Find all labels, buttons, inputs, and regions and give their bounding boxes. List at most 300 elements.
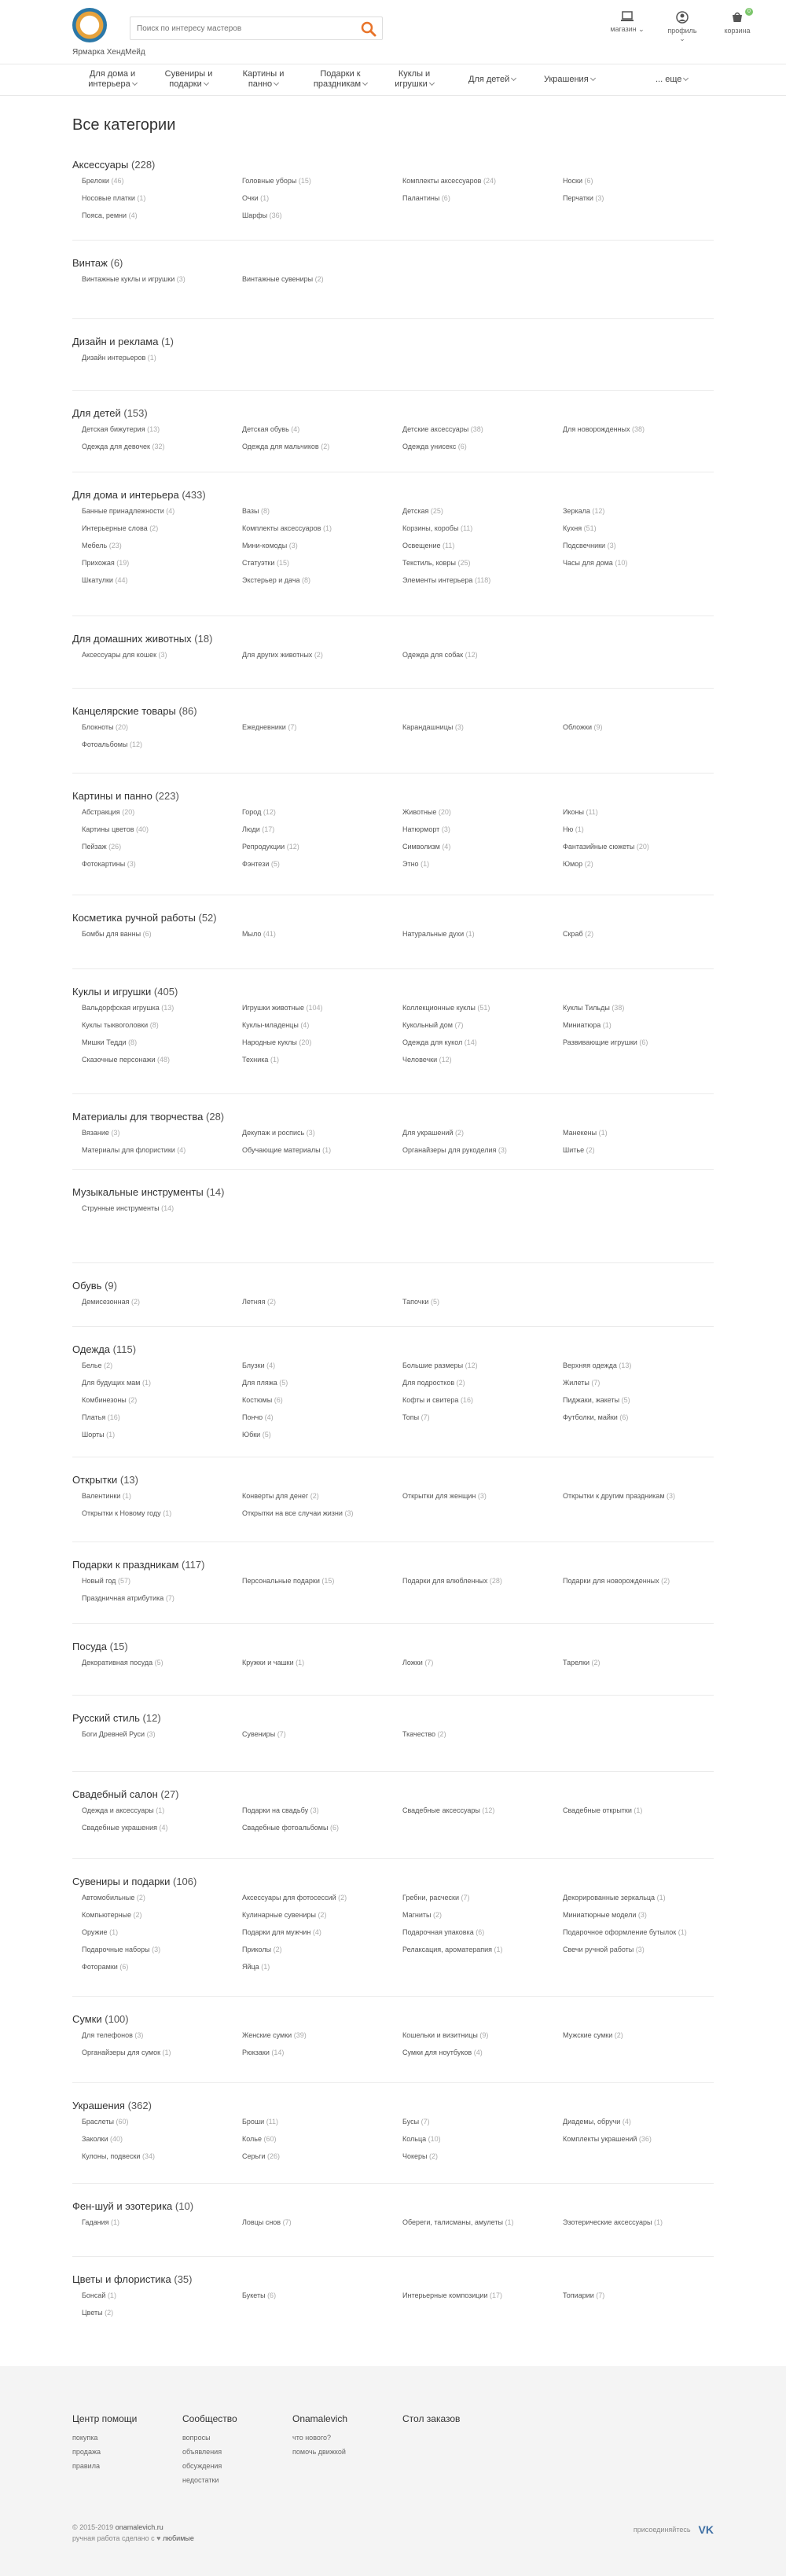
subcategory-link[interactable]: Иконы (11)	[563, 808, 598, 816]
subcategory-link[interactable]: Юбки (5)	[242, 1431, 271, 1439]
subcategory-link[interactable]: Техника (1)	[242, 1056, 279, 1064]
subcategory-link[interactable]: Компьютерные (2)	[82, 1911, 142, 1919]
subcategory-link[interactable]: Фотокартины (3)	[82, 860, 136, 868]
subcategory-link[interactable]: Статуэтки (15)	[242, 559, 289, 567]
category-divider	[72, 1996, 714, 1997]
category-divider	[72, 1326, 714, 1327]
subcategory-link[interactable]: Куклы тыквоголовки (8)	[82, 1021, 159, 1029]
subcategory-link[interactable]: Аксессуары для фотосессий (2)	[242, 1894, 347, 1902]
subcategory-link[interactable]: Органайзеры для рукоделия (3)	[402, 1146, 507, 1154]
category-title[interactable]: Подарки к праздникам (117)	[72, 1559, 205, 1571]
category-divider	[72, 2082, 714, 2083]
subcategory-link[interactable]: Пояса, ремни (4)	[82, 211, 138, 219]
subcategory-link[interactable]: Фэнтези (5)	[242, 860, 280, 868]
category-divider	[72, 2256, 714, 2257]
subcategory-link[interactable]: Топы (7)	[402, 1413, 430, 1421]
subcategory-link[interactable]: Детская обувь (4)	[242, 425, 300, 433]
subcategory-link[interactable]: Ткачество (2)	[402, 1730, 446, 1738]
subcategory-grid	[72, 1806, 714, 1841]
subcategory-link[interactable]: Интерьерные композиции (17)	[402, 2291, 503, 2299]
subcategory-link[interactable]: Праздничная атрибутика (7)	[82, 1594, 174, 1602]
subcategory-link[interactable]: Развивающие игрушки (6)	[563, 1038, 648, 1046]
subcategory-link[interactable]: Символизм (4)	[402, 843, 451, 851]
subcategory-link[interactable]: Белье (2)	[82, 1361, 113, 1369]
subcategory-link[interactable]: Мебель (23)	[82, 542, 122, 549]
subcategory-grid	[72, 1894, 714, 1980]
subcategory-link[interactable]: Подарочная упаковка (6)	[402, 1928, 485, 1936]
category-divider	[72, 1093, 714, 1094]
main-nav	[0, 64, 786, 96]
subcategory-link[interactable]: Одежда для кукол (14)	[402, 1038, 477, 1046]
subcategory-link[interactable]: Брелоки (46)	[82, 177, 124, 185]
category-divider	[72, 240, 714, 241]
laptop-icon	[610, 11, 645, 22]
nav-kids[interactable]: Для детей	[468, 75, 516, 85]
category-title[interactable]: Картины и панно (223)	[72, 790, 179, 802]
subcategory-link[interactable]: Чокеры (2)	[402, 2152, 439, 2160]
subcategory-link[interactable]: Одежда и аксессуары (1)	[82, 1806, 165, 1814]
footer-link[interactable]: помочь движкой	[292, 2448, 346, 2456]
subcategory-link[interactable]: Демисезонная (2)	[82, 1298, 140, 1306]
subcategory-link[interactable]: Пончо (4)	[242, 1413, 274, 1421]
subcategory-grid	[72, 1004, 714, 1073]
category-title[interactable]: Канцелярские товары (86)	[72, 705, 197, 717]
category-title[interactable]: Цветы и флористика (35)	[72, 2273, 193, 2285]
category-divider	[72, 968, 714, 969]
site-logo[interactable]	[72, 8, 107, 42]
subcategory-link[interactable]: Прихожая (19)	[82, 559, 130, 567]
subcategory-link[interactable]: Банные принадлежности (4)	[82, 507, 175, 515]
category-title[interactable]: Музыкальные инструменты (14)	[72, 1186, 225, 1198]
subcategory-link[interactable]: Тарелки (2)	[563, 1659, 601, 1666]
subcategory-link[interactable]: Одежда для мальчиков (2)	[242, 443, 330, 450]
subcategory-grid	[72, 651, 714, 668]
subcategory-link[interactable]: Диадемы, обручи (4)	[563, 2118, 631, 2126]
chevron-down-icon	[429, 80, 435, 86]
subcategory-link[interactable]: Комбинезоны (2)	[82, 1396, 138, 1404]
subcategory-link[interactable]: Декорированные зеркальца (1)	[563, 1894, 666, 1902]
subcategory-grid	[72, 723, 714, 758]
footer-link[interactable]: объявления	[182, 2448, 222, 2456]
profile-link[interactable]: профиль ⌄	[665, 11, 700, 43]
subcategory-link[interactable]: Блузки (4)	[242, 1361, 276, 1369]
footer-col-onamalevich: Onamalevich что нового? помочь движкой	[292, 2413, 348, 2456]
subcategory-link[interactable]: Ежедневники (7)	[242, 723, 297, 731]
subcategory-link[interactable]: Кольца (10)	[402, 2135, 441, 2143]
subcategory-link[interactable]: Для телефонов (3)	[82, 2031, 144, 2039]
nav-holiday-gifts[interactable]: Подарки к праздникам	[313, 69, 368, 90]
category-block	[72, 2100, 714, 2170]
nav-dolls-toys[interactable]: Куклы и игрушки	[395, 69, 434, 90]
subcategory-link[interactable]: Освещение (11)	[402, 542, 455, 549]
category-title[interactable]: Материалы для творчества (28)	[72, 1111, 225, 1123]
subcategory-link[interactable]: Блокноты (20)	[82, 723, 129, 731]
subcategory-link[interactable]: Вазы (8)	[242, 507, 270, 515]
category-title[interactable]: Косметика ручной работы (52)	[72, 912, 217, 924]
chevron-down-icon	[362, 80, 368, 86]
category-divider	[72, 773, 714, 774]
subcategory-link[interactable]: Обереги, талисманы, амулеты (1)	[402, 2218, 514, 2226]
subcategory-grid	[72, 2291, 714, 2326]
subcategory-grid	[72, 1204, 714, 1222]
subcategory-link[interactable]: Для других животных (2)	[242, 651, 323, 659]
subcategory-link[interactable]: Сумки для ноутбуков (4)	[402, 2049, 483, 2056]
subcategory-link[interactable]: Свечи ручной работы (3)	[563, 1946, 645, 1953]
cart-badge: 0	[745, 8, 753, 16]
subcategory-grid	[72, 1730, 714, 1747]
subcategory-link[interactable]: Подарочное оформление бутылок (1)	[563, 1928, 687, 1936]
chevron-down-icon	[204, 80, 209, 86]
footer-link[interactable]: недостатки	[182, 2476, 219, 2484]
subcategory-link[interactable]: Открытки на все случаи жизни (3)	[242, 1509, 354, 1517]
subcategory-link[interactable]: Люди (17)	[242, 825, 275, 833]
category-block	[72, 1712, 714, 1747]
category-block	[72, 1559, 714, 1611]
category-block	[72, 407, 714, 460]
category-block	[72, 1343, 714, 1448]
subcategory-link[interactable]: Перчатки (3)	[563, 194, 604, 202]
subcategory-link[interactable]: Футболки, майки (6)	[563, 1413, 629, 1421]
subcategory-link[interactable]: Животные (20)	[402, 808, 451, 816]
subcategory-link[interactable]: Миниатюрные модели (3)	[563, 1911, 647, 1919]
subcategory-link[interactable]: Персональные подарки (15)	[242, 1577, 335, 1585]
subcategory-link[interactable]: Винтажные сувениры (2)	[242, 275, 324, 283]
social-block: присоединяйтесь VK	[633, 2523, 714, 2536]
chevron-down-icon	[683, 75, 689, 81]
subcategory-grid	[72, 354, 714, 371]
subcategory-link[interactable]: Рюкзаки (14)	[242, 2049, 285, 2056]
subcategory-link[interactable]: Миниатюра (1)	[563, 1021, 612, 1029]
subcategory-link[interactable]: Карандашницы (3)	[402, 723, 464, 731]
subcategory-link[interactable]: Большие размеры (12)	[402, 1361, 478, 1369]
subcategory-link[interactable]: Гребни, расчески (7)	[402, 1894, 470, 1902]
subcategory-link[interactable]: Валентинки (1)	[82, 1492, 131, 1500]
category-title[interactable]: Винтаж (6)	[72, 257, 123, 269]
category-divider	[72, 1695, 714, 1696]
category-title[interactable]: Русский стиль (12)	[72, 1712, 161, 1724]
subcategory-link[interactable]: Шитье (2)	[563, 1146, 595, 1154]
subcategory-link[interactable]: Дизайн интерьеров (1)	[82, 354, 156, 362]
footer-link[interactable]: продажа	[72, 2448, 101, 2456]
category-block	[72, 2013, 714, 2066]
subcategory-link[interactable]: Подарки для новорожденных (2)	[563, 1577, 670, 1585]
subcategory-link[interactable]: Жилеты (7)	[563, 1379, 601, 1387]
nav-souvenirs[interactable]: Сувениры и подарки	[164, 69, 213, 89]
subcategory-link[interactable]: Платья (16)	[82, 1413, 120, 1421]
subcategory-link[interactable]: Одежда для девочек (32)	[82, 443, 165, 450]
subcategory-link[interactable]: Шорты (1)	[82, 1431, 116, 1439]
nav-jewelry[interactable]: Украшения	[544, 75, 595, 85]
category-divider	[72, 1262, 714, 1263]
subcategory-link[interactable]: Кофты и свитера (16)	[402, 1396, 473, 1404]
subcategory-link[interactable]: Одежда для собак (12)	[402, 651, 478, 659]
subcategory-link[interactable]: Шкатулки (44)	[82, 576, 128, 584]
subcategory-link[interactable]: Открытки к другим праздникам (3)	[563, 1492, 676, 1500]
subcategory-link[interactable]: Костюмы (6)	[242, 1396, 283, 1404]
subcategory-grid	[72, 1492, 714, 1527]
subcategory-link[interactable]: Браслеты (60)	[82, 2118, 129, 2126]
subcategory-link[interactable]: Конверты для денег (2)	[242, 1492, 319, 1500]
subcategory-grid	[72, 275, 714, 292]
subcategory-link[interactable]: Яйца (1)	[242, 1963, 270, 1971]
subcategory-link[interactable]: Куклы Тильды (38)	[563, 1004, 625, 1012]
subcategory-link[interactable]: Подсвечники (3)	[563, 542, 616, 549]
nav-more[interactable]: ... еще	[656, 75, 688, 85]
subcategory-link[interactable]: Букеты (6)	[242, 2291, 277, 2299]
subcategory-link[interactable]: Детская бижутерия (13)	[82, 425, 160, 433]
subcategory-link[interactable]: Новый год (57)	[82, 1577, 130, 1585]
category-title[interactable]: Посуда (15)	[72, 1641, 128, 1652]
subcategory-link[interactable]: Детская (25)	[402, 507, 443, 515]
category-block	[72, 1876, 714, 1980]
subcategory-link[interactable]: Магниты (2)	[402, 1911, 442, 1919]
category-title[interactable]: Аксессуары (228)	[72, 159, 156, 171]
category-block	[72, 1788, 714, 1841]
subcategory-link[interactable]: Боги Древней Руси (3)	[82, 1730, 156, 1738]
subcategory-link[interactable]: Винтажные куклы и игрушки (3)	[82, 275, 185, 283]
chevron-down-icon	[132, 80, 138, 86]
vk-icon[interactable]: VK	[698, 2523, 714, 2536]
subcategory-link[interactable]: Ловцы снов (7)	[242, 2218, 292, 2226]
subcategory-link[interactable]: Вальдорфская игрушка (13)	[82, 1004, 174, 1012]
subcategory-link[interactable]: Аксессуары для кошек (3)	[82, 651, 167, 659]
category-title[interactable]: Сумки (100)	[72, 2013, 129, 2025]
user-icon	[665, 11, 700, 24]
search-icon[interactable]	[360, 20, 377, 38]
subcategory-link[interactable]: Свадебные украшения (4)	[82, 1824, 168, 1832]
subcategory-grid	[72, 930, 714, 947]
chevron-down-icon	[274, 80, 279, 86]
category-block	[72, 986, 714, 1073]
subcategory-link[interactable]: Палантины (6)	[402, 194, 450, 202]
category-title[interactable]: Дизайн и реклама (1)	[72, 336, 174, 347]
subcategory-link[interactable]: Цветы (2)	[82, 2309, 114, 2317]
subcategory-link[interactable]: Кукольный дом (7)	[402, 1021, 464, 1029]
subcategory-link[interactable]: Декупаж и роспись (3)	[242, 1129, 315, 1137]
subcategory-link[interactable]: Открытки к Новому году (1)	[82, 1509, 172, 1517]
subcategory-link[interactable]: Струнные инструменты (14)	[82, 1204, 174, 1212]
category-title[interactable]: Украшения (362)	[72, 2100, 152, 2111]
subcategory-link[interactable]: Зеркала (12)	[563, 507, 605, 515]
subcategory-link[interactable]: Кошельки и визитницы (9)	[402, 2031, 489, 2039]
cart-link[interactable]: 0 корзина	[720, 11, 755, 43]
subcategory-link[interactable]: Натуральные духи (1)	[402, 930, 475, 938]
subcategory-link[interactable]: Фантазийные сюжеты (20)	[563, 843, 649, 851]
subcategory-link[interactable]: Скраб (2)	[563, 930, 594, 938]
subcategory-link[interactable]: Мишки Тедди (8)	[82, 1038, 138, 1046]
subcategory-link[interactable]: Серьги (26)	[242, 2152, 281, 2160]
category-title[interactable]: Для детей (153)	[72, 407, 148, 419]
subcategory-link[interactable]: Фоторамки (6)	[82, 1963, 129, 1971]
subcategory-link[interactable]: Свадебные аксессуары (12)	[402, 1806, 495, 1814]
subcategory-link[interactable]: Декоративная посуда (5)	[82, 1659, 163, 1666]
subcategory-link[interactable]: Оружие (1)	[82, 1928, 119, 1936]
subcategory-link[interactable]: Свадебные открытки (1)	[563, 1806, 643, 1814]
subcategory-link[interactable]: Комплекты украшений (36)	[563, 2135, 652, 2143]
category-title[interactable]: Фен-шуй и эзотерика (10)	[72, 2200, 194, 2212]
subcategory-link[interactable]: Ложки (7)	[402, 1659, 434, 1666]
subcategory-link[interactable]: Корзины, коробы (11)	[402, 524, 473, 532]
subcategory-link[interactable]: Город (12)	[242, 808, 276, 816]
chevron-down-icon	[590, 75, 596, 81]
subcategory-link[interactable]: Для будущих мам (1)	[82, 1379, 151, 1387]
subcategory-link[interactable]: Кулоны, подвески (34)	[82, 2152, 155, 2160]
subcategory-link[interactable]: Подарки на свадьбу (3)	[242, 1806, 319, 1814]
copyright: © 2015-2019 onamalevich.ru ручная работа сделано с ♥ любимые	[72, 2523, 194, 2542]
subcategory-link[interactable]: Ню (1)	[563, 825, 584, 833]
subcategory-link[interactable]: Открытки для женщин (3)	[402, 1492, 487, 1500]
subcategory-link[interactable]: Элементы интерьера (118)	[402, 576, 491, 584]
subcategory-link[interactable]: Текстиль, ковры (25)	[402, 559, 471, 567]
subcategory-link[interactable]: Картины цветов (40)	[82, 825, 149, 833]
content	[72, 116, 714, 134]
subcategory-link[interactable]: Шарфы (36)	[242, 211, 282, 219]
subcategory-link[interactable]: Сказочные персонажи (48)	[82, 1056, 171, 1064]
subcategory-link[interactable]: Для украшений (2)	[402, 1129, 464, 1137]
subcategory-link[interactable]: Пиджаки, жакеты (5)	[563, 1396, 630, 1404]
shop-link[interactable]: магазин ⌄	[610, 11, 645, 43]
logo-text: Ярмарка ХендМейд	[72, 48, 145, 57]
subcategory-link[interactable]: Обучающие материалы (1)	[242, 1146, 332, 1154]
subcategory-link[interactable]: Тапочки (5)	[402, 1298, 439, 1306]
category-block	[72, 1474, 714, 1527]
subcategory-link[interactable]: Человечки (12)	[402, 1056, 452, 1064]
search-box	[130, 17, 383, 40]
subcategory-link[interactable]: Пейзаж (26)	[82, 843, 122, 851]
footer-link[interactable]: покупка	[72, 2434, 98, 2442]
category-block	[72, 336, 714, 371]
subcategory-link[interactable]: Интерьерные слова (2)	[82, 524, 159, 532]
subcategory-link[interactable]: Мыло (41)	[242, 930, 276, 938]
subcategory-link[interactable]: Подарочные наборы (3)	[82, 1946, 161, 1953]
footer-link[interactable]: что нового?	[292, 2434, 331, 2442]
subcategory-link[interactable]: Головные уборы (15)	[242, 177, 311, 185]
subcategory-link[interactable]: Часы для дома (10)	[563, 559, 628, 567]
subcategory-link[interactable]: Броши (11)	[242, 2118, 279, 2126]
subcategory-link[interactable]: Гадания (1)	[82, 2218, 120, 2226]
subcategory-grid	[72, 808, 714, 877]
subcategory-link[interactable]: Бусы (7)	[402, 2118, 430, 2126]
category-title[interactable]: Куклы и игрушки (405)	[72, 986, 178, 998]
subcategory-link[interactable]: Комплекты аксессуаров (24)	[402, 177, 496, 185]
footer-col-help: Центр помощи покупка продажа правила	[72, 2413, 138, 2470]
subcategory-grid	[72, 425, 714, 460]
footer-link[interactable]: обсуждения	[182, 2462, 222, 2470]
category-block	[72, 633, 714, 668]
subcategory-grid	[72, 1361, 714, 1448]
subcategory-link[interactable]: Детские аксессуары (38)	[402, 425, 483, 433]
subcategory-link[interactable]: Коллекционные куклы (51)	[402, 1004, 490, 1012]
subcategory-link[interactable]: Обложки (9)	[563, 723, 603, 731]
footer-link[interactable]: правила	[72, 2462, 100, 2470]
subcategory-link[interactable]: Носки (6)	[563, 177, 593, 185]
subcategory-link[interactable]: Кулинарные сувениры (2)	[242, 1911, 327, 1919]
subcategory-link[interactable]: Комплекты аксессуаров (1)	[242, 524, 332, 532]
category-block	[72, 1111, 714, 1163]
subcategory-link[interactable]: Куклы-младенцы (4)	[242, 1021, 310, 1029]
subcategory-link[interactable]: Сувениры (7)	[242, 1730, 286, 1738]
subcategory-link[interactable]: Колье (60)	[242, 2135, 277, 2143]
subcategory-link[interactable]: Верхняя одежда (13)	[563, 1361, 632, 1369]
category-title[interactable]: Свадебный салон (27)	[72, 1788, 179, 1800]
subcategory-link[interactable]: Юмор (2)	[563, 860, 593, 868]
subcategory-link[interactable]: Мужские сумки (2)	[563, 2031, 623, 2039]
category-block	[72, 489, 714, 593]
category-title[interactable]: Сувениры и подарки (106)	[72, 1876, 197, 1887]
subcategory-link[interactable]: Бомбы для ванны (6)	[82, 930, 152, 938]
subcategory-link[interactable]: Летняя (2)	[242, 1298, 276, 1306]
subcategory-link[interactable]: Подарки для влюбленных (28)	[402, 1577, 502, 1585]
subcategory-link[interactable]: Для новорожденных (38)	[563, 425, 645, 433]
category-block	[72, 1280, 714, 1315]
category-block	[72, 912, 714, 947]
category-title[interactable]: Для домашних животных (18)	[72, 633, 213, 645]
subcategory-link[interactable]: Этно (1)	[402, 860, 430, 868]
footer-link[interactable]: вопросы	[182, 2434, 211, 2442]
nav-home-interior[interactable]: Для дома и интерьера	[88, 69, 137, 90]
subcategory-link[interactable]: Для подростков (2)	[402, 1379, 465, 1387]
subcategory-link[interactable]: Топиарии (7)	[563, 2291, 605, 2299]
category-divider	[72, 688, 714, 689]
subcategory-link[interactable]: Кружки и чашки (1)	[242, 1659, 305, 1666]
subcategory-link[interactable]: Подарки для мужчин (4)	[242, 1928, 321, 1936]
subcategory-link[interactable]: Автомобильные (2)	[82, 1894, 145, 1902]
subcategory-link[interactable]: Материалы для флористики (4)	[82, 1146, 186, 1154]
subcategory-link[interactable]: Для пляжа (5)	[242, 1379, 288, 1387]
category-divider	[72, 2183, 714, 2184]
category-title[interactable]: Обувь (9)	[72, 1280, 117, 1292]
subcategory-link[interactable]: Женские сумки (39)	[242, 2031, 307, 2039]
subcategory-link[interactable]: Натюрморт (3)	[402, 825, 450, 833]
subcategory-grid	[72, 2118, 714, 2170]
subcategory-link[interactable]: Релаксация, ароматерапия (1)	[402, 1946, 503, 1953]
footer-orders-title[interactable]: Стол заказов	[402, 2413, 461, 2424]
subcategory-link[interactable]: Носовые платки (1)	[82, 194, 146, 202]
subcategory-link[interactable]: Мини-комоды (3)	[242, 542, 298, 549]
category-divider	[72, 318, 714, 319]
category-title[interactable]: Открытки (13)	[72, 1474, 138, 1486]
category-block	[72, 2200, 714, 2236]
subcategory-link[interactable]: Бонсай (1)	[82, 2291, 116, 2299]
category-title[interactable]: Для дома и интерьера (433)	[72, 489, 206, 501]
subcategory-link[interactable]: Эзотерические аксессуары (1)	[563, 2218, 663, 2226]
subcategory-link[interactable]: Народные куклы (20)	[242, 1038, 312, 1046]
subcategory-link[interactable]: Экстерьер и дача (8)	[242, 576, 311, 584]
subcategory-link[interactable]: Игрушки животные (104)	[242, 1004, 323, 1012]
subcategory-link[interactable]: Приколы (2)	[242, 1946, 282, 1953]
subcategory-link[interactable]: Репродукции (12)	[242, 843, 299, 851]
category-block	[72, 159, 714, 229]
subcategory-link[interactable]: Вязание (3)	[82, 1129, 120, 1137]
subcategory-link[interactable]: Очки (1)	[242, 194, 270, 202]
category-block	[72, 2273, 714, 2326]
footer-col-orders	[402, 2413, 460, 2434]
footer-col-community: Сообщество вопросы объявления обсуждения недостатки	[182, 2413, 237, 2484]
subcategory-link[interactable]: Одежда унисекс (6)	[402, 443, 467, 450]
category-divider	[72, 1169, 714, 1170]
category-title[interactable]: Одежда (115)	[72, 1343, 137, 1355]
subcategory-link[interactable]: Манекены (1)	[563, 1129, 608, 1137]
subcategory-link[interactable]: Свадебные фотоальбомы (6)	[242, 1824, 339, 1832]
subcategory-link[interactable]: Кухня (51)	[563, 524, 597, 532]
subcategory-link[interactable]: Фотоальбомы (12)	[82, 740, 142, 748]
category-block	[72, 1641, 714, 1676]
subcategory-link[interactable]: Абстракция (20)	[82, 808, 135, 816]
subcategory-link[interactable]: Заколки (40)	[82, 2135, 123, 2143]
nav-paintings[interactable]: Картины и панно	[242, 69, 285, 89]
search-input[interactable]	[130, 17, 343, 39]
subcategory-link[interactable]: Органайзеры для сумок (1)	[82, 2049, 171, 2056]
